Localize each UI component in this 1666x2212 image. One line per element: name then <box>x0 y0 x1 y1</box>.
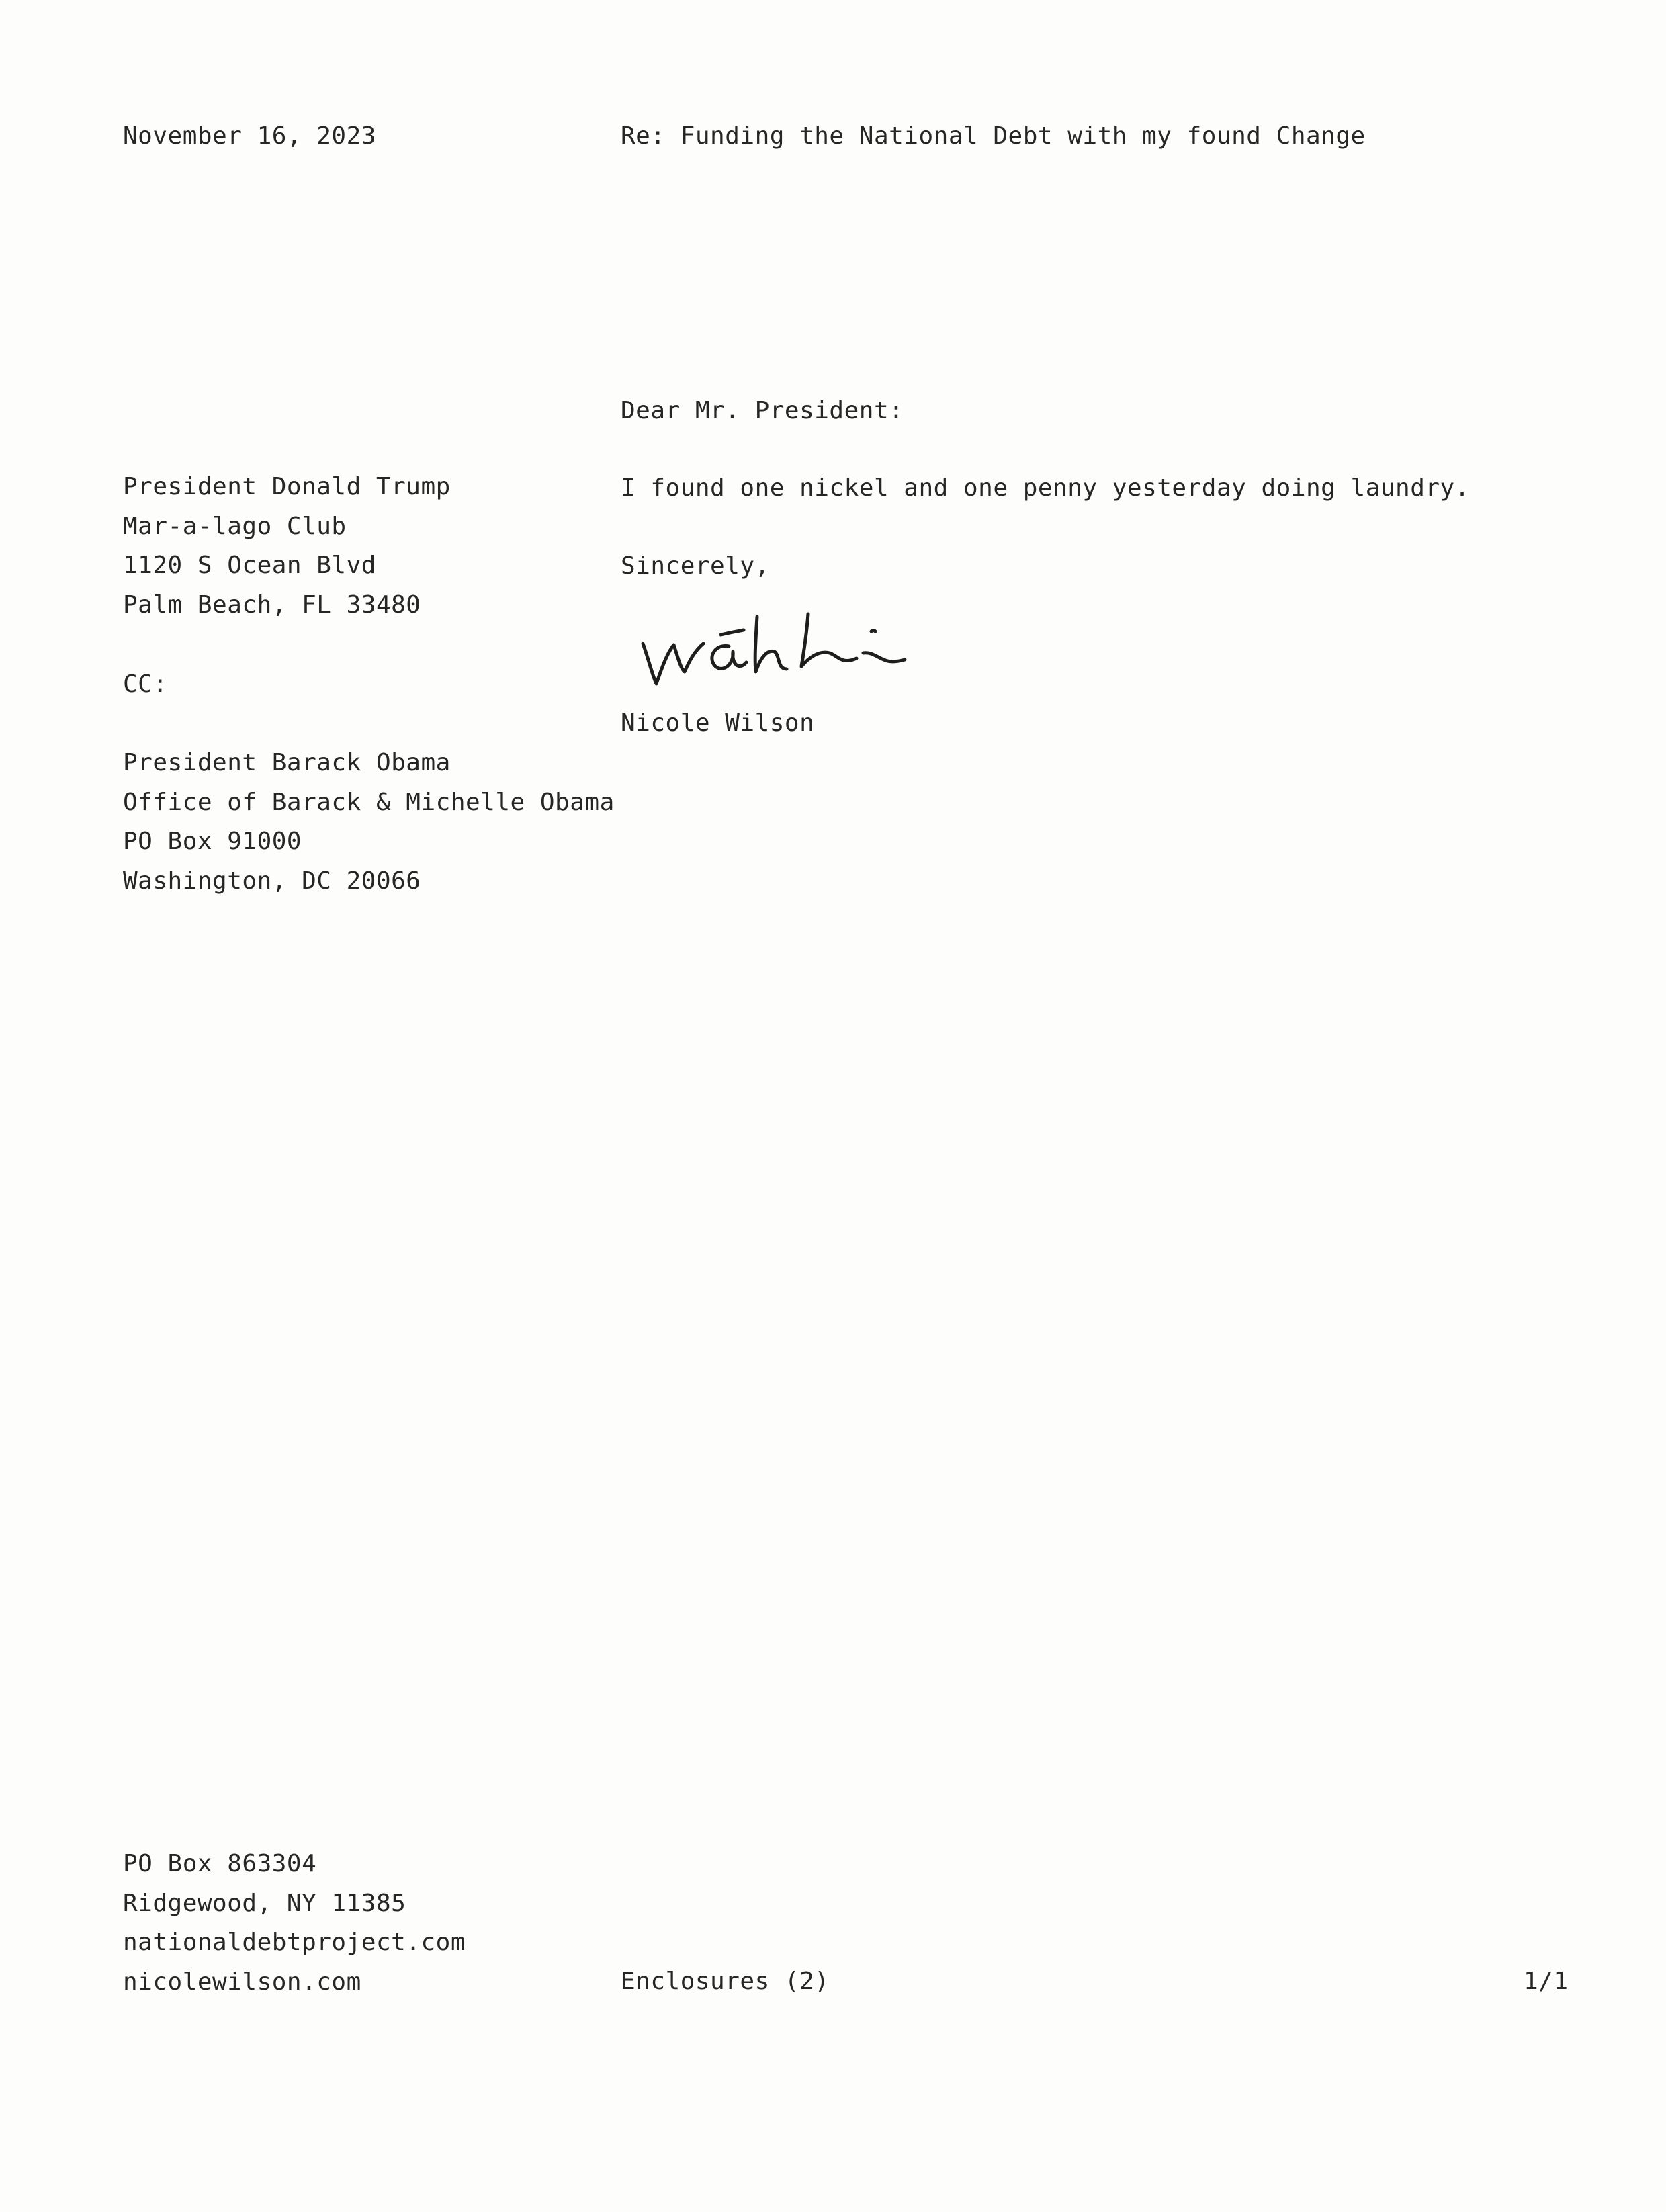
letter-body: I found one nickel and one penny yesterday doing laundry. <box>621 474 1470 502</box>
enclosures-note: Enclosures (2) <box>621 1967 830 1995</box>
cc-recipient-city: Washington, DC 20066 <box>123 867 421 895</box>
closing: Sincerely, <box>621 552 770 580</box>
recipient-street: 1120 S Ocean Blvd <box>123 551 376 579</box>
sender-address <box>123 1845 466 2002</box>
sender-website-2: nicolewilson.com <box>123 1967 361 1996</box>
salutation: Dear Mr. President: <box>621 397 904 425</box>
sender-website-1: nationaldebtproject.com <box>123 1929 466 1956</box>
page-number: 1/1 <box>1524 1967 1569 1995</box>
sender-name: Nicole Wilson <box>621 709 815 737</box>
recipient-city: Palm Beach, FL 33480 <box>123 590 421 619</box>
recipient-address <box>123 468 451 625</box>
recipient-organization: Mar-a-lago Club <box>123 512 347 540</box>
cc-recipient-po-box: PO Box 91000 <box>123 828 302 855</box>
cc-label: CC: <box>123 670 168 698</box>
cc-recipient-name: President Barack Obama <box>123 749 451 777</box>
sender-po-box: PO Box 863304 <box>123 1850 317 1877</box>
letter-subject: Re: Funding the National Debt with my found Change <box>621 122 1366 150</box>
signature-icon <box>628 605 944 699</box>
letter-date: November 16, 2023 <box>123 122 376 150</box>
cc-recipient-organization: Office of Barack & Michelle Obama <box>123 788 615 816</box>
recipient-name: President Donald Trump <box>123 473 451 500</box>
cc-recipient-address <box>123 744 615 901</box>
sender-city: Ridgewood, NY 11385 <box>123 1889 406 1917</box>
